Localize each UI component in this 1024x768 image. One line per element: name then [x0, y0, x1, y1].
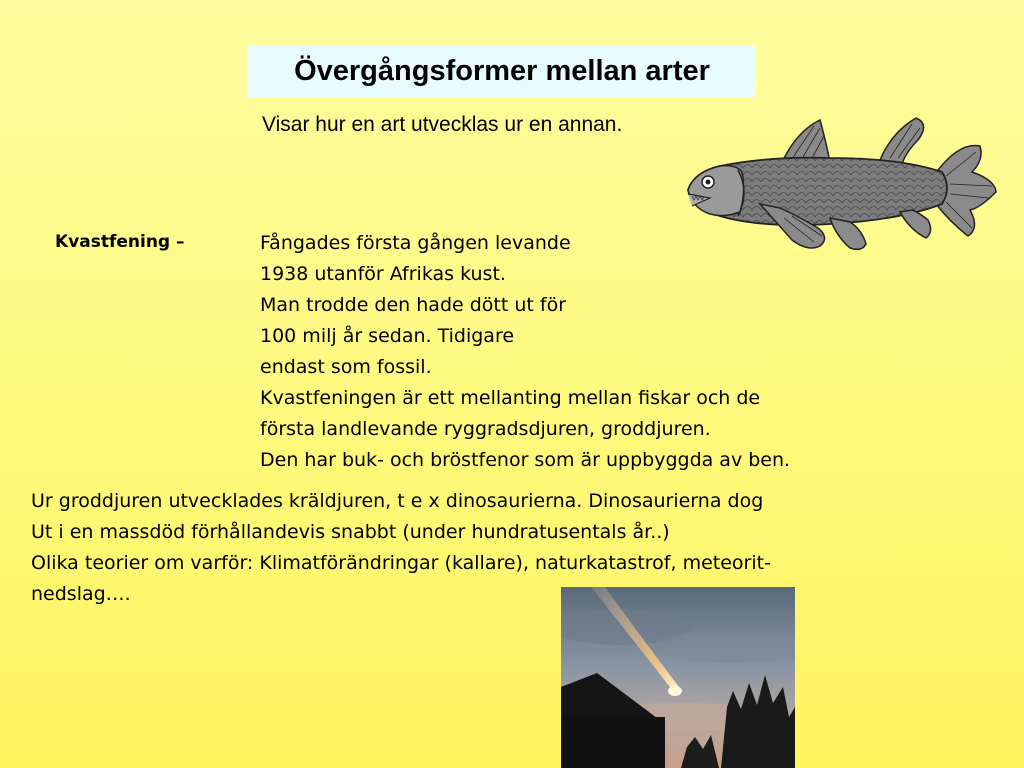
- evolution-line: Olika teorier om varför: Klimatförändringar (kallare), naturkatastrof, meteorit-: [31, 552, 771, 574]
- description-line: Fångades första gången levande: [260, 232, 571, 254]
- description-line: Man trodde den hade dött ut för: [260, 294, 567, 316]
- description-line: 1938 utanför Afrikas kust.: [260, 263, 506, 285]
- title-box: [248, 45, 756, 97]
- evolution-line: Ur groddjuren utvecklades kräldjuren, t e x dinosaurierna. Dinosaurierna dog: [31, 490, 764, 512]
- slide-subtitle: Visar hur en art utvecklas ur en annan.: [262, 113, 623, 136]
- description-line: 100 milj år sedan. Tidigare: [260, 325, 515, 347]
- coelacanth-description: [260, 228, 960, 476]
- evolution-text: [31, 486, 1011, 610]
- coelacanth-label: Kvastfening –: [55, 232, 185, 252]
- meteor-photo: [561, 587, 795, 768]
- slide-title: Övergångsformer mellan arter: [294, 54, 710, 87]
- evolution-line: nedslag….: [31, 583, 131, 605]
- description-line: Kvastfeningen är ett mellanting mellan fiskar och de: [260, 387, 761, 409]
- evolution-line: Ut i en massdöd förhållandevis snabbt (under hundratusentals år..): [31, 521, 670, 543]
- coelacanth-illustration: [680, 112, 1000, 260]
- description-line: endast som fossil.: [260, 356, 432, 378]
- description-line: första landlevande ryggradsdjuren, groddjuren.: [260, 418, 711, 440]
- description-line: Den har buk- och bröstfenor som är uppbyggda av ben.: [260, 449, 791, 471]
